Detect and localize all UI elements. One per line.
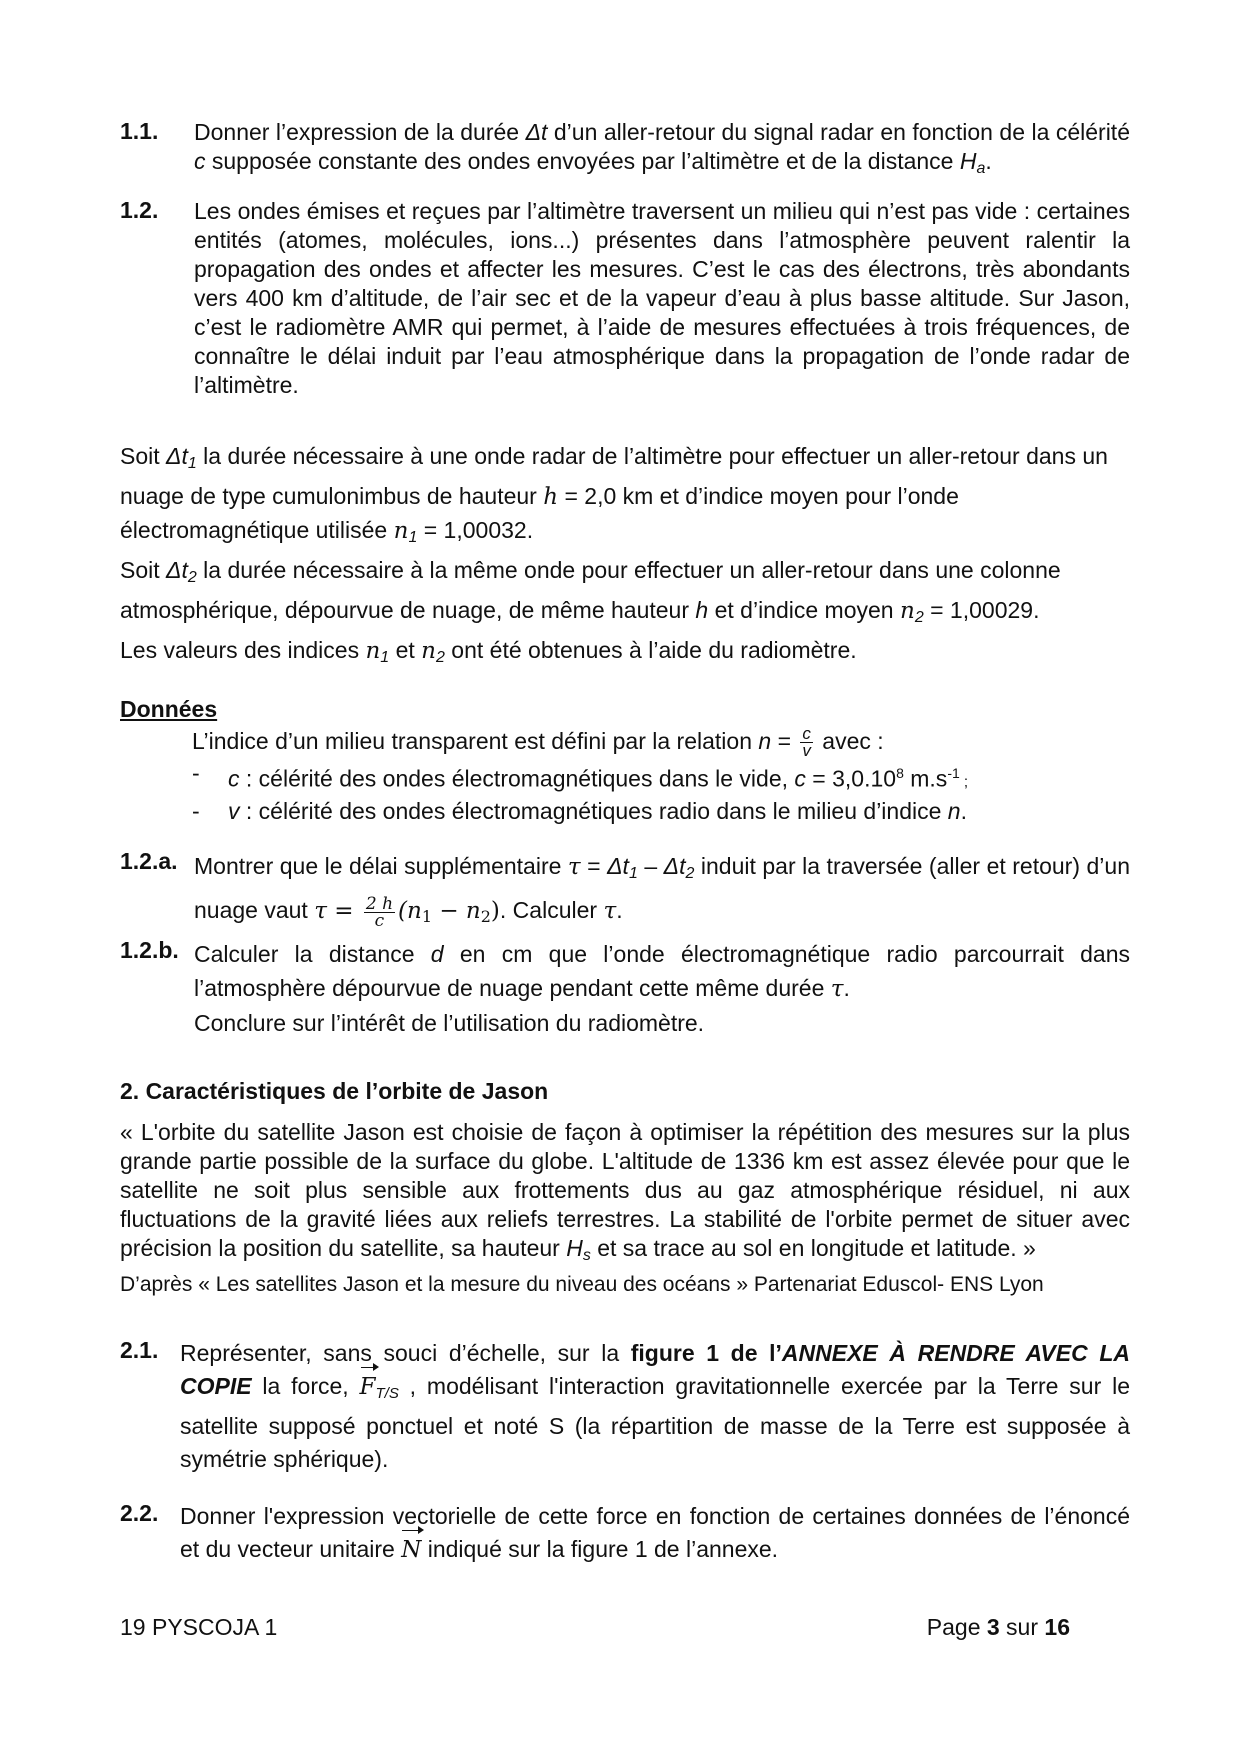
h-symbol: H xyxy=(959,148,977,174)
tau-symbol: τ xyxy=(567,854,581,881)
fraction-c-over-v xyxy=(800,726,813,759)
text: Calculer la distance xyxy=(194,941,431,968)
text: en cm que l’onde électromagnétique radio parcourrait dans l’atmosphère dépourvue de nuage pendant cette même durée xyxy=(194,941,1131,1002)
question-2-2 xyxy=(120,1500,1130,1567)
tau-symbol: τ xyxy=(314,898,327,925)
text: – xyxy=(637,853,664,880)
tau-symbol: τ xyxy=(830,976,844,1003)
text: m.s xyxy=(903,766,948,793)
text: Page xyxy=(926,1614,987,1640)
text: « L'orbite du satellite Jason est choisie de façon à optimiser la répétition des mesures sur la plus grande partie possible de la surface du globe. L'altitude de 1336 km est assez élevée pour que le satellite ne soit plus sensible aux frottements dus au gaz atmosphérique résiduel, ni aux fluctuations de la gravité liées aux reliefs terrestres. La stabilité de l'orbite permet de situer avec précision la position du satellite, sa hauteur xyxy=(120,1119,1130,1262)
text: = 2,0 km et d’indice moyen pour l’onde électromagnétique utilisée xyxy=(120,483,959,543)
text: ; xyxy=(959,774,969,792)
conclusion-line: Conclure sur l’intérêt de l’utilisation du radiomètre. xyxy=(194,1010,705,1037)
delta-t1: Δt xyxy=(607,853,629,880)
v-symbol: v xyxy=(228,798,240,825)
paragraph-soit-1 xyxy=(120,440,1130,554)
subscript: s xyxy=(582,1247,591,1265)
h-subscript: a xyxy=(976,160,986,177)
fraction-2h-over-c xyxy=(364,893,395,931)
text: et xyxy=(389,637,422,663)
text: , modélisant l'interaction gravitationnelle exercée par la Terre sur le satellite supposé ponctuel et noté S (la répartition de masse de la Terre est supposée à symétrie sphérique). xyxy=(180,1373,1130,1473)
delta-t2: Δt xyxy=(663,853,686,880)
exponent: -1 xyxy=(947,765,960,782)
n2-symbol: n xyxy=(421,638,436,664)
text: . xyxy=(985,148,992,174)
text: la durée nécessaire à la même onde pour effectuer un aller-retour dans une colonne atmosphérique, dépourvue de nuage, de même hauteur xyxy=(120,557,1061,623)
total-pages: 16 xyxy=(1044,1614,1070,1640)
donnees-intro xyxy=(192,726,1130,759)
text: . Calculer xyxy=(499,897,604,924)
n2-symbol: n xyxy=(899,598,915,624)
formula: ) xyxy=(490,898,500,925)
text: = xyxy=(771,728,798,754)
subscript: 2 xyxy=(436,649,445,666)
document-page xyxy=(120,118,1130,1581)
list-item-c xyxy=(192,759,1130,797)
d-symbol: d xyxy=(430,941,444,968)
n-symbol: n xyxy=(758,728,772,754)
text: . xyxy=(843,975,850,1002)
text: ont été obtenues à l’aide du radiomètre. xyxy=(444,637,857,663)
text: et d’indice moyen xyxy=(708,597,900,623)
subscript: 1 xyxy=(187,455,197,472)
subscript: 1 xyxy=(408,529,418,546)
question-2-1 xyxy=(120,1337,1130,1476)
text: Les valeurs des indices xyxy=(120,637,366,663)
question-number: 1.2.a. xyxy=(120,848,178,875)
section-2-title: 2. Caractéristiques de l’orbite de Jason xyxy=(120,1078,549,1105)
text: figure 1 de l’ xyxy=(630,1340,782,1367)
exam-code: 19 PYSCOJA 1 xyxy=(120,1614,278,1640)
hs-symbol: H xyxy=(566,1235,583,1262)
text: = xyxy=(580,853,608,880)
subscript: 1 xyxy=(628,865,638,883)
denominator: c xyxy=(374,910,385,931)
question-1-2-b xyxy=(120,937,1130,1040)
text: = 3,0.10 xyxy=(805,766,897,793)
subscript: 2 xyxy=(187,569,197,586)
n1-symbol: n xyxy=(365,638,381,664)
question-text xyxy=(194,937,1130,1040)
text: indiqué sur la figure 1 de l’annexe. xyxy=(421,1536,779,1563)
subscript: 2 xyxy=(685,865,695,883)
quote-source: D’après « Les satellites Jason et la mesure du niveau des océans » Partenariat Eduscol- ENS Lyon xyxy=(120,1273,1044,1297)
formula: (n xyxy=(398,898,422,925)
text: induit par la traversée (aller et retour) d’un nuage vaut xyxy=(194,853,1130,924)
delta-t: Δt xyxy=(525,119,548,145)
text: Donner l’expression de la durée xyxy=(194,119,526,145)
numerator: c xyxy=(802,724,811,744)
text: L’indice d’un milieu transparent est défini par la relation xyxy=(192,728,759,754)
text: Soit xyxy=(120,443,167,469)
unit-vector-symbol: N xyxy=(401,1534,421,1567)
paragraph-soit-2 xyxy=(120,554,1130,634)
current-page: 3 xyxy=(986,1614,1000,1640)
question-text: Les ondes émises et reçues par l’altimètre traversent un milieu qui n’est pas vide : certaines entités (atomes, molécules, ions...) présentes dans l’atmosphère peuvent ralentir la propagation des ondes et affecter les mesures. C’est le cas des électrons, très abondants vers 400 km d’altitude, de l’air sec et de la vapeur d’eau à plus basse altitude. Sur Jason, c’est le radiomètre AMR qui permet, à l’aide de mesures effectuées à trois fréquences, de connaître le délai induit par l’eau atmosphérique dans la propagation de l’onde radar de l’altimètre. xyxy=(194,198,1130,398)
text: . xyxy=(960,798,967,825)
dash: - xyxy=(192,798,200,825)
text: . xyxy=(616,897,623,924)
tau-symbol: τ xyxy=(603,898,617,925)
h-symbol: h xyxy=(695,597,709,623)
list-item-v xyxy=(192,797,1130,826)
text: = 1,00032. xyxy=(417,517,534,543)
text: Représenter, sans souci d’échelle, sur la xyxy=(180,1340,631,1367)
question-number: 2.2. xyxy=(120,1500,159,1527)
text: supposée constante des ondes envoyées par l’altimètre et de la distance xyxy=(205,148,960,174)
delta-t1: Δt xyxy=(166,443,188,469)
text: Donner l'expression vectorielle de cette force en fonction de certaines données de l’énoncé et du vecteur unitaire xyxy=(180,1503,1130,1563)
question-text xyxy=(194,848,1130,935)
text: la durée nécessaire à une onde radar de l’altimètre pour effectuer un aller-retour dans un nuage de type cumulonimbus de hauteur xyxy=(120,443,1108,509)
question-1-2-a xyxy=(120,848,1130,935)
question-text xyxy=(180,1500,1130,1567)
text: et sa trace au sol en longitude et latitude. » xyxy=(590,1235,1036,1262)
text: avec : xyxy=(815,728,884,754)
text: = xyxy=(326,898,361,925)
question-1-2 xyxy=(120,197,1130,400)
c-symbol: c xyxy=(794,766,806,793)
question-1-1 xyxy=(120,118,1130,183)
text: Montrer que le délai supplémentaire xyxy=(194,853,568,880)
question-number: 1.2. xyxy=(120,197,159,223)
text: d’un aller-retour du signal radar en fonction de la célérité xyxy=(547,119,1130,145)
annex-reference: ANNEXE À RENDRE AVEC LA COPIE xyxy=(180,1340,1130,1400)
h-symbol: h xyxy=(543,484,559,510)
quote-block xyxy=(120,1118,1130,1270)
subscript: 2 xyxy=(914,609,924,626)
dash: - xyxy=(192,760,200,787)
text: la force, xyxy=(251,1373,360,1400)
force-vector-symbol: F xyxy=(360,1371,376,1404)
c-symbol: c xyxy=(228,766,240,793)
numerator: 2 h xyxy=(365,893,394,914)
n-symbol: n xyxy=(947,798,961,825)
formula: − n xyxy=(432,898,481,925)
paragraph-soit-3 xyxy=(120,634,1130,674)
text: Soit xyxy=(120,557,167,583)
page-number xyxy=(927,1614,1070,1641)
question-text xyxy=(180,1337,1130,1476)
donnees-heading: Données xyxy=(120,696,218,722)
exponent: 8 xyxy=(896,765,904,782)
question-text xyxy=(194,118,1130,183)
text: sur xyxy=(999,1614,1045,1640)
c-symbol: c xyxy=(194,148,206,174)
n1-symbol: n xyxy=(393,518,409,544)
denominator: v xyxy=(802,741,811,761)
question-number: 1.1. xyxy=(120,118,159,144)
delta-t2: Δt xyxy=(166,557,188,583)
question-number: 1.2.b. xyxy=(120,937,179,964)
subscript: T/S xyxy=(375,1385,399,1403)
subscript: 1 xyxy=(380,649,390,666)
question-number: 2.1. xyxy=(120,1337,159,1364)
text: : célérité des ondes électromagnétiques dans le vide, xyxy=(239,766,795,793)
text: : célérité des ondes électromagnétiques radio dans le milieu d’indice xyxy=(239,798,948,825)
text: = 1,00029. xyxy=(923,597,1040,623)
subscript: 1 xyxy=(421,907,433,927)
subscript: 2 xyxy=(480,907,491,927)
